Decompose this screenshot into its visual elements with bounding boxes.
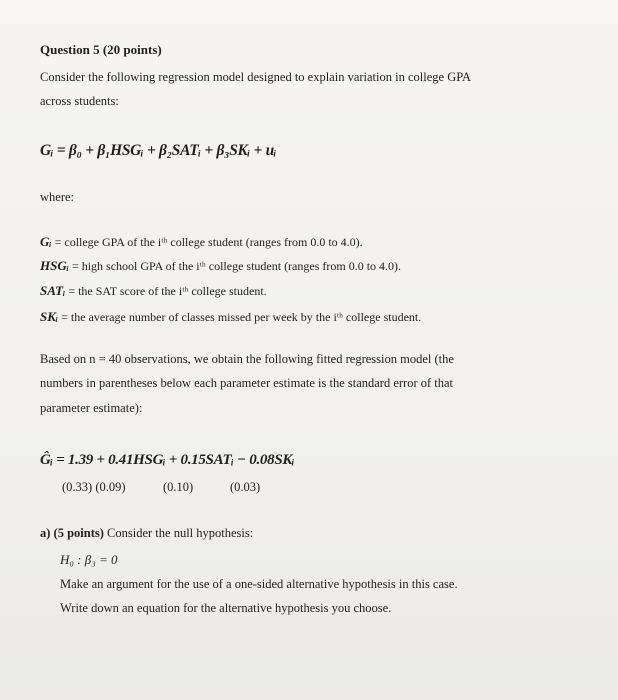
based-on-line-2: numbers in parentheses below each parameter estimate is the standard error of that (40, 376, 454, 390)
standard-error-sat: (0.10) (163, 480, 194, 494)
part-a-line-2: Write down an equation for the alternative hypothesis you choose. (60, 601, 392, 615)
based-on-line-3: parameter estimate): (40, 401, 143, 415)
fitted-equation: Ĝᵢ = 1.39 + 0.41HSGᵢ + 0.15SATᵢ − 0.08SKᵢ (40, 452, 295, 468)
definition-gpa (40, 234, 363, 250)
definition-hsg (40, 258, 401, 274)
definition-text: = the average number of classes missed per week by the iᵗʰ college student. (61, 310, 422, 324)
definition-symbol: SKᵢ (40, 309, 59, 324)
part-a-prompt-text: Consider the null hypothesis: (107, 526, 254, 540)
intro-line-1: Consider the following regression model designed to explain variation in college GPA (40, 70, 472, 84)
where-label: where: (40, 190, 75, 204)
part-a-prompt (40, 526, 253, 541)
definition-text: = the SAT score of the iᵗʰ college student. (68, 284, 267, 298)
intro-line-2: across students: (40, 94, 119, 108)
standard-error-intercept-hsg: (0.33) (0.09) (62, 480, 126, 494)
standard-error-sk: (0.03) (230, 480, 261, 494)
definition-sat (40, 283, 267, 299)
model-equation: Gᵢ = β₀ + β₁HSGᵢ + β₂SATᵢ + β₃SKᵢ + uᵢ (40, 142, 277, 159)
part-a-label: a) (40, 526, 51, 540)
based-on-line-1: Based on n = 40 observations, we obtain the following fitted regression model (the (40, 352, 454, 366)
definition-symbol: Gᵢ (40, 234, 52, 249)
definition-text: = college GPA of the iᵗʰ college student (ranges from 0.0 to 4.0). (54, 235, 363, 249)
definition-symbol: HSGᵢ (40, 258, 69, 273)
part-a-line-1: Make an argument for the use of a one-sided alternative hypothesis in this case. (60, 577, 458, 591)
definition-symbol: SATᵢ (40, 283, 66, 298)
part-a-points: (5 points) (53, 526, 104, 540)
definition-text: = high school GPA of the iᵗʰ college student (ranges from 0.0 to 4.0). (71, 259, 402, 273)
definition-sk (40, 309, 421, 325)
question-title: Question 5 (20 points) (40, 42, 162, 57)
null-hypothesis: H₀ : β₃ = 0 (60, 552, 118, 567)
